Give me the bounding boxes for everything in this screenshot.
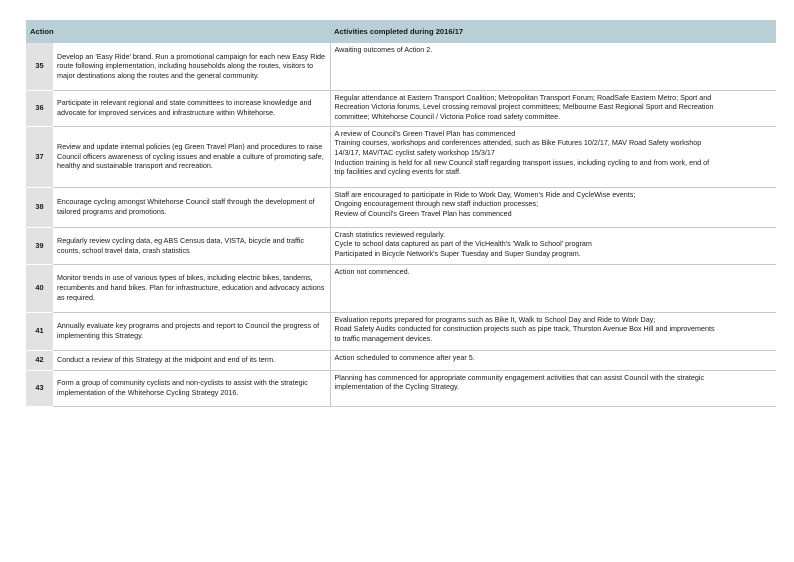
action-description: Develop an 'Easy Ride' brand. Run a promotional campaign for each new Easy Ride route following implementation, including households along the routes, visitors to major destinations along the routes and the general community. [53,43,330,90]
table-row [26,227,776,264]
activity-line: Action not commenced. [334,266,410,276]
activity-line: Road Safety Audits conducted for construction projects such as pipe track, Thurston Avenue Box Hill and improvements [334,324,715,334]
actions-table [26,20,776,407]
activities-completed [330,264,776,312]
action-number: 39 [26,227,53,264]
action-number: 43 [26,370,53,406]
table-row [26,187,776,227]
action-description: Participate in relevant regional and state committees to increase knowledge and advocate for improved services and infrastructure within Whitehorse. [53,90,330,126]
table-row [26,90,776,126]
activity-line: Crash statistics reviewed regularly. [334,229,446,239]
table-body [26,43,776,406]
table-row [26,264,776,312]
action-description: Encourage cycling amongst Whitehorse Council staff through the development of tailored programs and promotions. [53,187,330,227]
action-number: 40 [26,264,53,312]
table-row [26,43,776,90]
table-header-row [26,20,776,43]
activity-line: Training courses, workshops and conferences attended, such as Bike Futures 10/2/17, MAV Road Safety workshop [334,138,702,148]
activities-completed [330,187,776,227]
table-row [26,370,776,406]
action-description: Conduct a review of this Strategy at the midpoint and end of its term. [53,350,330,370]
activity-line: implementation of the Cycling Strategy. [334,382,460,392]
activity-line: Ongoing encouragement through new staff induction processes; [334,199,539,209]
action-description: Regularly review cycling data, eg ABS Census data, VISTA, bicycle and traffic counts, school travel data, crash statistics [53,227,330,264]
table-row [26,312,776,350]
action-number: 37 [26,126,53,187]
table-row [26,350,776,370]
activities-completed [330,350,776,370]
action-description: Form a group of community cyclists and non-cyclists to assist with the strategic implementation of the Whitehorse Cycling Strategy 2016. [53,370,330,406]
activity-line: Awaiting outcomes of Action 2. [334,45,433,54]
table-row [26,126,776,187]
activity-line: Induction training is held for all new Council staff regarding transport issues, including cycling to and from work, end of [334,157,710,167]
action-number: 42 [26,350,53,370]
activity-line: Review of Council's Green Travel Plan has commenced [334,208,512,218]
activity-line: trip facilities and cycling events for staff. [334,167,462,177]
activities-completed [330,370,776,406]
activity-line: Evaluation reports prepared for programs such as Bike It, Walk to School Day and Ride to Work Day; [334,314,656,324]
activity-line: committee; Whitehorse Council / Victoria Police road safety committee. [334,111,561,121]
header-action: Action [26,20,330,43]
activities-completed [330,312,776,350]
activities-completed [330,90,776,126]
header-activities-completed: Activities completed during 2016/17 [330,20,776,43]
activity-line: Recreation Victoria forums, Level crossing removal project committees; Melbourne East Regional Sport and Recreation [334,102,714,112]
activity-line: Planning has commenced for appropriate community engagement activities that can assist Council with the strategic [334,372,705,382]
action-number: 35 [26,43,53,90]
activity-line: A review of Council's Green Travel Plan has commenced [334,128,516,138]
activity-line: Cycle to school data captured as part of the VicHealth's 'Walk to School' program [334,239,592,249]
activities-completed [330,126,776,187]
activity-line: Regular attendance at Eastern Transport Coalition; Metropolitan Transport Forum; RoadSafe Eastern Metro; Sport and [334,92,712,102]
activity-line: Participated in Bicycle Network's Super Tuesday and Super Sunday program. [334,248,581,258]
action-description: Review and update internal policies (eg Green Travel Plan) and procedures to raise Council officers awareness of cycling issues and enable a culture of promoting safe, healthy and sustainable transport and recreation. [53,126,330,187]
action-number: 38 [26,187,53,227]
activity-line: to traffic management devices. [334,333,433,343]
action-number: 41 [26,312,53,350]
activities-completed [330,227,776,264]
activity-line: 14/3/17, MAV/TAC cyclist safety workshop 15/3/17 [334,147,495,157]
activity-line: Action scheduled to commence after year 5. [334,352,475,362]
action-description: Annually evaluate key programs and projects and report to Council the progress of implementing this Strategy. [53,312,330,350]
activity-line: Staff are encouraged to participate in Ride to Work Day, Women's Ride and CycleWise events; [334,189,636,199]
activities-completed [330,43,776,90]
action-description: Monitor trends in use of various types of bikes, including electric bikes, tandems, recumbents and hand bikes. Plan for infrastructure, education and advocacy actions as required. [53,264,330,312]
action-number: 36 [26,90,53,126]
